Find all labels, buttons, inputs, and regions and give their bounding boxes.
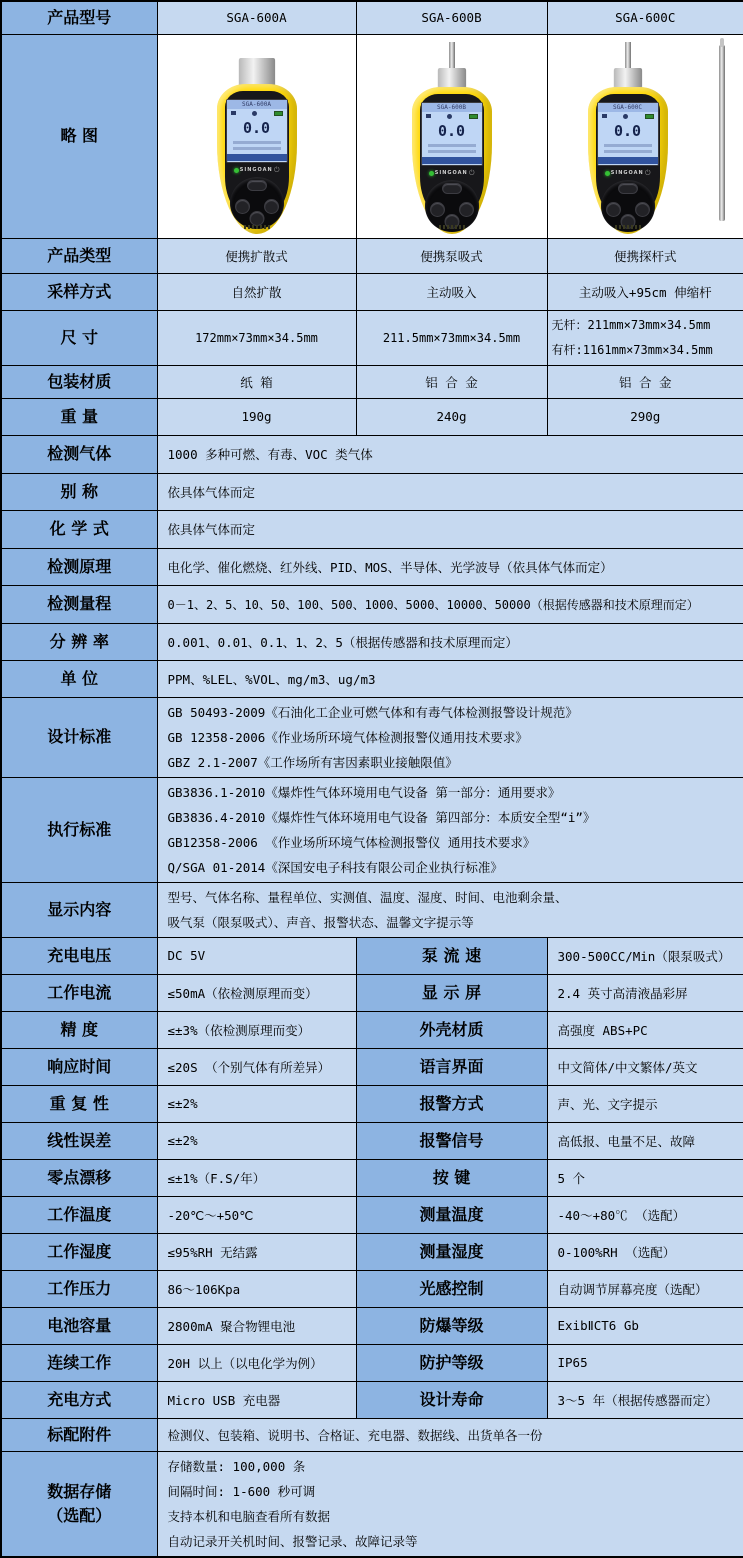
- explosion-proof-grade-value: ExibⅡCT6 Gb: [547, 1307, 743, 1344]
- dimensions-c-with-rod: 有杆:1161mm×73mm×34.5mm: [551, 342, 713, 357]
- label-dimensions: 尺 寸: [1, 310, 157, 365]
- packaging-c: 铝 合 金: [547, 365, 743, 398]
- row-working-humidity-measuring-humidity: [1, 1233, 743, 1270]
- right-key: [264, 199, 279, 214]
- label-display-screen: 显 示 屏: [356, 974, 547, 1011]
- label-chemical-formula: 化 学 式: [1, 510, 157, 548]
- display-content-line: 型号、气体名称、量程单位、实测值、温度、湿度、时间、电池剩余量、: [167, 889, 568, 905]
- screen-model-text: SGA-600B: [422, 103, 482, 112]
- pump-flow-value: 300-500CC/Min（限泵吸式）: [547, 937, 743, 974]
- label-execution-standard: 执行标准: [1, 777, 157, 882]
- label-standard-accessories: 标配附件: [1, 1418, 157, 1451]
- device-body: [588, 87, 668, 234]
- dimensions-a: 172mm×73mm×34.5mm: [157, 310, 356, 365]
- menu-button-key: [442, 183, 462, 194]
- row-weight: [1, 398, 743, 435]
- measuring-temperature-value: -40～+80℃ （选配）: [547, 1196, 743, 1233]
- fan-icon: [623, 114, 628, 119]
- row-display-content: [1, 882, 743, 937]
- standard-accessories-value: 检测仪、包装箱、说明书、合格证、充电器、数据线、出货单各一份: [157, 1418, 743, 1451]
- brand-label: SINGOAN: [434, 170, 468, 176]
- device-front-panel: [596, 94, 660, 219]
- label-sketch: 略 图: [1, 34, 157, 238]
- label-working-pressure: 工作压力: [1, 1270, 157, 1307]
- left-key: [606, 202, 621, 217]
- design-life-value: 3～5 年（根据传感器而定）: [547, 1381, 743, 1418]
- working-current-value: ≤50mA（依检测原理而变）: [157, 974, 356, 1011]
- dimensions-c-no-rod: 无杆：211mm×73mm×34.5mm: [551, 317, 711, 332]
- label-product-type: 产品类型: [1, 238, 157, 273]
- screen-status-bar: [598, 157, 658, 164]
- row-detection-principle: [1, 548, 743, 585]
- device-front-panel: [225, 91, 289, 219]
- label-shell-material: 外壳材质: [356, 1011, 547, 1048]
- menu-button-key: [618, 183, 638, 194]
- sampling-method-b: 主动吸入: [356, 273, 547, 310]
- label-detection-principle: 检测原理: [1, 548, 157, 585]
- row-working-pressure-light-control: [1, 1270, 743, 1307]
- screen-info-line: [428, 150, 476, 153]
- dimensions-c: [547, 310, 743, 365]
- charging-voltage-value: DC 5V: [157, 937, 356, 974]
- unit-value: PPM、%LEL、%VOL、mg/m3、ug/m3: [157, 660, 743, 697]
- speaker-icon: [426, 114, 431, 118]
- speaker-icon: [602, 114, 607, 118]
- row-standard-accessories: [1, 1418, 743, 1451]
- speaker-grille: [244, 225, 270, 229]
- pump-probe: [449, 42, 455, 70]
- weight-b: 240g: [356, 398, 547, 435]
- target-gas-value: 1000 多种可燃、有毒、VOC 类气体: [157, 435, 743, 473]
- language-value: 中文简体/中文繁体/英文: [547, 1048, 743, 1085]
- light-control-value: 自动调节屏幕亮度（选配）: [547, 1270, 743, 1307]
- execution-standard-line: GB12358-2006 《作业场所环境气体检测报警仪 通用技术要求》: [167, 834, 536, 850]
- response-time-value: ≤20S （个别气体有所差异）: [157, 1048, 356, 1085]
- design-standard-line: GBZ 2.1-2007《工作场所有害因素职业接触限值》: [167, 754, 458, 770]
- row-execution-standard: [1, 777, 743, 882]
- row-working-current-display-screen: [1, 974, 743, 1011]
- row-unit: [1, 660, 743, 697]
- label-light-control: 光感控制: [356, 1270, 547, 1307]
- sensor-cap: [239, 58, 275, 86]
- row-data-storage: [1, 1451, 743, 1557]
- alias-value: 依具体气体而定: [157, 473, 743, 510]
- dimensions-b: 211.5mm×73mm×34.5mm: [356, 310, 547, 365]
- label-alias: 别 称: [1, 473, 157, 510]
- model-name-b: SGA-600B: [356, 1, 547, 34]
- label-packaging-material: 包装材质: [1, 365, 157, 398]
- fan-icon: [447, 114, 452, 119]
- telescopic-rod: [719, 45, 725, 221]
- label-measuring-temperature: 测量温度: [356, 1196, 547, 1233]
- speaker-grille: [439, 225, 465, 229]
- menu-button-key: [247, 180, 267, 191]
- label-resolution: 分 辨 率: [1, 623, 157, 660]
- label-alarm-signal: 报警信号: [356, 1122, 547, 1159]
- right-key: [459, 202, 474, 217]
- label-linearity-error: 线性误差: [1, 1122, 157, 1159]
- label-design-life: 设计寿命: [356, 1381, 547, 1418]
- battery-capacity-value: 2800mA 聚合物锂电池: [157, 1307, 356, 1344]
- data-storage-label-line2: （选配）: [47, 1505, 112, 1525]
- screen-info-line: [604, 144, 652, 147]
- power-icon: ⏻: [644, 168, 651, 177]
- alarm-signal-value: 高低报、电量不足、故障: [547, 1122, 743, 1159]
- chemical-formula-value: 依具体气体而定: [157, 510, 743, 548]
- brand-label: SINGOAN: [610, 170, 644, 176]
- working-humidity-value: ≤95%RH 无结露: [157, 1233, 356, 1270]
- power-icon: ⏻: [273, 165, 280, 174]
- label-working-temperature: 工作温度: [1, 1196, 157, 1233]
- row-dimensions: [1, 310, 743, 365]
- label-response-time: 响应时间: [1, 1048, 157, 1085]
- data-storage-line: 间隔时间: 1-600 秒可调: [167, 1483, 316, 1499]
- product-type-b: 便携泵吸式: [356, 238, 547, 273]
- row-zero-drift-keys: [1, 1159, 743, 1196]
- label-battery-capacity: 电池容量: [1, 1307, 157, 1344]
- label-measuring-range: 检测量程: [1, 585, 157, 623]
- label-keys: 按 键: [356, 1159, 547, 1196]
- display-screen-value: 2.4 英寸高清液晶彩屏: [547, 974, 743, 1011]
- label-weight: 重 量: [1, 398, 157, 435]
- execution-standard-line: GB3836.4-2010《爆炸性气体环境用电气设备 第四部分：本质安全型“i”》: [167, 809, 596, 825]
- label-working-humidity: 工作湿度: [1, 1233, 157, 1270]
- row-packaging-material: [1, 365, 743, 398]
- design-standard-line: GB 12358-2006《作业场所环境气体检测报警仪通用技术要求》: [167, 729, 528, 745]
- label-unit: 单 位: [1, 660, 157, 697]
- enter-key: [249, 211, 264, 226]
- screen-reading: 0.0: [437, 121, 466, 140]
- device-screen: [226, 99, 288, 163]
- label-alarm-mode: 报警方式: [356, 1085, 547, 1122]
- screen-model-text: SGA-600C: [598, 103, 658, 112]
- label-accuracy: 精 度: [1, 1011, 157, 1048]
- detection-principle-value: 电化学、催化燃烧、红外线、PID、MOS、半导体、光学波导（依具体气体而定）: [157, 548, 743, 585]
- left-key: [235, 199, 250, 214]
- execution-standard-line: GB3836.1-2010《爆炸性气体环境用电气设备 第一部分：通用要求》: [167, 784, 561, 800]
- accuracy-value: ≤±3%（依检测原理而变）: [157, 1011, 356, 1048]
- display-content-value: [157, 882, 743, 937]
- screen-info-line: [428, 144, 476, 147]
- working-pressure-value: 86～106Kpa: [157, 1270, 356, 1307]
- sensor-cap: [614, 68, 642, 88]
- row-charging-method-design-life: [1, 1381, 743, 1418]
- execution-standard-line: Q/SGA 01-2014《深国安电子科技有限公司企业执行标准》: [167, 859, 503, 875]
- design-standard-line: GB 50493-2009《石油化工企业可燃气体和有毒气体检测报警设计规范》: [167, 704, 578, 720]
- row-sketch: [1, 34, 743, 238]
- row-alias: [1, 473, 743, 510]
- device-illustration: [205, 42, 309, 236]
- screen-reading: 0.0: [242, 118, 271, 137]
- measuring-range-value: 0－1、2、5、10、50、100、500、1000、5000、10000、50000（根据传感器和技术原理而定）: [157, 585, 743, 623]
- product-type-c: 便携探杆式: [547, 238, 743, 273]
- power-icon: ⏻: [468, 168, 475, 177]
- row-working-temp-measuring-temp: [1, 1196, 743, 1233]
- screen-info-line: [233, 147, 281, 150]
- screen-status-bar: [422, 157, 482, 164]
- label-zero-drift: 零点漂移: [1, 1159, 157, 1196]
- design-standard-value: [157, 697, 743, 777]
- left-key: [430, 202, 445, 217]
- label-protection-grade: 防护等级: [356, 1344, 547, 1381]
- device-body: [217, 84, 297, 234]
- device-body: [412, 87, 492, 234]
- data-storage-line: 自动记录开关机时间、报警记录、故障记录等: [167, 1533, 418, 1549]
- battery-icon: [469, 114, 478, 119]
- linearity-error-value: ≤±2%: [157, 1122, 356, 1159]
- sensor-cap: [438, 68, 466, 88]
- status-led: [234, 168, 239, 173]
- row-repeatability-alarm-mode: [1, 1085, 743, 1122]
- product-photo-sga-600a: [157, 34, 356, 238]
- row-target-gas: [1, 435, 743, 473]
- zero-drift-value: ≤±1%（F.S/年）: [157, 1159, 356, 1196]
- continuous-working-value: 20H 以上（以电化学为例）: [157, 1344, 356, 1381]
- product-photo-sga-600c: [547, 34, 743, 238]
- weight-c: 290g: [547, 398, 743, 435]
- device-screen: [597, 102, 659, 166]
- pump-probe: [625, 42, 631, 70]
- row-resolution: [1, 623, 743, 660]
- right-key: [635, 202, 650, 217]
- label-measuring-humidity: 测量湿度: [356, 1233, 547, 1270]
- packaging-a: 纸 箱: [157, 365, 356, 398]
- working-temperature-value: -20℃～+50℃: [157, 1196, 356, 1233]
- screen-model-text: SGA-600A: [227, 100, 287, 109]
- resolution-value: 0.001、0.01、0.1、1、2、5（根据传感器和技术原理而定）: [157, 623, 743, 660]
- row-continuous-working-protection-grade: [1, 1344, 743, 1381]
- label-data-storage: [1, 1451, 157, 1557]
- label-design-standard: 设计标准: [1, 697, 157, 777]
- label-charging-method: 充电方式: [1, 1381, 157, 1418]
- label-charging-voltage: 充电电压: [1, 937, 157, 974]
- display-content-line: 吸气泵（限泵吸式）、声音、报警状态、温馨文字提示等: [167, 914, 474, 930]
- row-charging-voltage-pump-flow: [1, 937, 743, 974]
- device-front-panel: [420, 94, 484, 219]
- device-screen: [421, 102, 483, 166]
- sampling-method-a: 自然扩散: [157, 273, 356, 310]
- screen-reading: 0.0: [613, 121, 642, 140]
- brand-label: SINGOAN: [239, 167, 273, 173]
- data-storage-label-line1: 数据存储: [47, 1481, 112, 1501]
- charging-method-value: Micro USB 充电器: [157, 1381, 356, 1418]
- row-design-standard: [1, 697, 743, 777]
- weight-a: 190g: [157, 398, 356, 435]
- status-led: [605, 171, 610, 176]
- protection-grade-value: IP65: [547, 1344, 743, 1381]
- keys-value: 5 个: [547, 1159, 743, 1196]
- device-illustration: [576, 42, 680, 236]
- row-battery-capacity-explosion-proof: [1, 1307, 743, 1344]
- label-language: 语言界面: [356, 1048, 547, 1085]
- data-storage-value: [157, 1451, 743, 1557]
- product-photo-sga-600b: [356, 34, 547, 238]
- row-product-type: [1, 238, 743, 273]
- measuring-humidity-value: 0-100%RH （选配）: [547, 1233, 743, 1270]
- speaker-grille: [615, 225, 641, 229]
- status-led: [429, 171, 434, 176]
- battery-icon: [274, 111, 283, 116]
- data-storage-line: 存储数量: 100,000 条: [167, 1458, 306, 1474]
- sampling-method-c: 主动吸入+95cm 伸缩杆: [547, 273, 743, 310]
- model-name-c: SGA-600C: [547, 1, 743, 34]
- row-sampling-method: [1, 273, 743, 310]
- data-storage-line: 支持本机和电脑查看所有数据: [167, 1508, 331, 1524]
- product-type-a: 便携扩散式: [157, 238, 356, 273]
- shell-material-value: 高强度 ABS+PC: [547, 1011, 743, 1048]
- repeatability-value: ≤±2%: [157, 1085, 356, 1122]
- row-product-model: [1, 1, 743, 34]
- label-continuous-working: 连续工作: [1, 1344, 157, 1381]
- execution-standard-value: [157, 777, 743, 882]
- screen-info-line: [604, 150, 652, 153]
- alarm-mode-value: 声、光、文字提示: [547, 1085, 743, 1122]
- row-linearity-alarm-signal: [1, 1122, 743, 1159]
- row-response-time-language: [1, 1048, 743, 1085]
- label-product-model: 产品型号: [1, 1, 157, 34]
- screen-info-line: [233, 141, 281, 144]
- row-accuracy-shell-material: [1, 1011, 743, 1048]
- keypad: [230, 177, 284, 229]
- screen-status-bar: [227, 154, 287, 161]
- label-working-current: 工作电流: [1, 974, 157, 1011]
- device-illustration: [400, 42, 504, 236]
- label-sampling-method: 采样方式: [1, 273, 157, 310]
- row-measuring-range: [1, 585, 743, 623]
- label-explosion-proof-grade: 防爆等级: [356, 1307, 547, 1344]
- label-pump-flow: 泵 流 速: [356, 937, 547, 974]
- row-chemical-formula: [1, 510, 743, 548]
- model-name-a: SGA-600A: [157, 1, 356, 34]
- speaker-icon: [231, 111, 236, 115]
- label-repeatability: 重 复 性: [1, 1085, 157, 1122]
- label-display-content: 显示内容: [1, 882, 157, 937]
- battery-icon: [645, 114, 654, 119]
- fan-icon: [252, 111, 257, 116]
- packaging-b: 铝 合 金: [356, 365, 547, 398]
- label-target-gas: 检测气体: [1, 435, 157, 473]
